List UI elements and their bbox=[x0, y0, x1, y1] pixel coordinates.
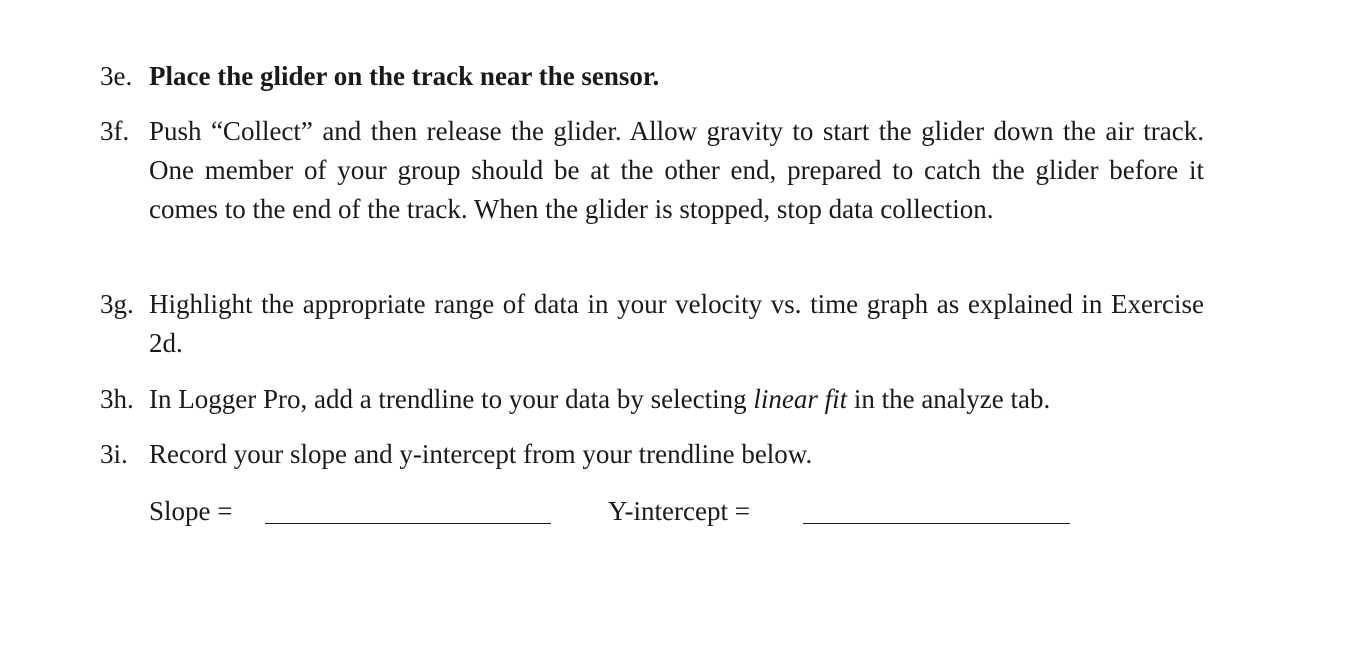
step-number: 3g. bbox=[100, 289, 134, 319]
step-3e bbox=[100, 57, 1204, 96]
step-text: Place the glider on the track near the sensor. bbox=[149, 61, 660, 91]
step-text-after: in the analyze tab. bbox=[847, 384, 1051, 414]
step-text-italic: linear fit bbox=[753, 384, 848, 414]
step-text: Record your slope and y-intercept from your trendline below. bbox=[149, 439, 813, 469]
step-text: Highlight the appropriate range of data in your velocity vs. time graph as explained in Exercise 2d. bbox=[149, 289, 1204, 358]
step-text-before: In Logger Pro, add a trendline to your data by selecting bbox=[149, 384, 754, 414]
step-number: 3i. bbox=[100, 439, 128, 469]
step-number: 3e. bbox=[100, 61, 133, 91]
step-text: Push “Collect” and then release the glider. Allow gravity to start the glider down the air track. One member of your group should be at the other end, prepared to catch the glider before it comes to the end of the track. When the glider is stopped, stop data collection. bbox=[149, 116, 1204, 224]
answer-row bbox=[149, 492, 1089, 532]
y-intercept-blank[interactable] bbox=[803, 523, 1070, 524]
slope-label: Slope = bbox=[149, 496, 233, 526]
step-text bbox=[149, 380, 1204, 419]
step-3i bbox=[100, 435, 1204, 474]
slope-blank[interactable] bbox=[265, 523, 551, 524]
step-3g bbox=[100, 285, 1204, 363]
step-number: 3f. bbox=[100, 116, 130, 146]
step-3h bbox=[100, 380, 1204, 419]
step-3f bbox=[100, 112, 1204, 229]
step-number: 3h. bbox=[100, 384, 134, 414]
y-intercept-label: Y-intercept = bbox=[608, 496, 750, 526]
